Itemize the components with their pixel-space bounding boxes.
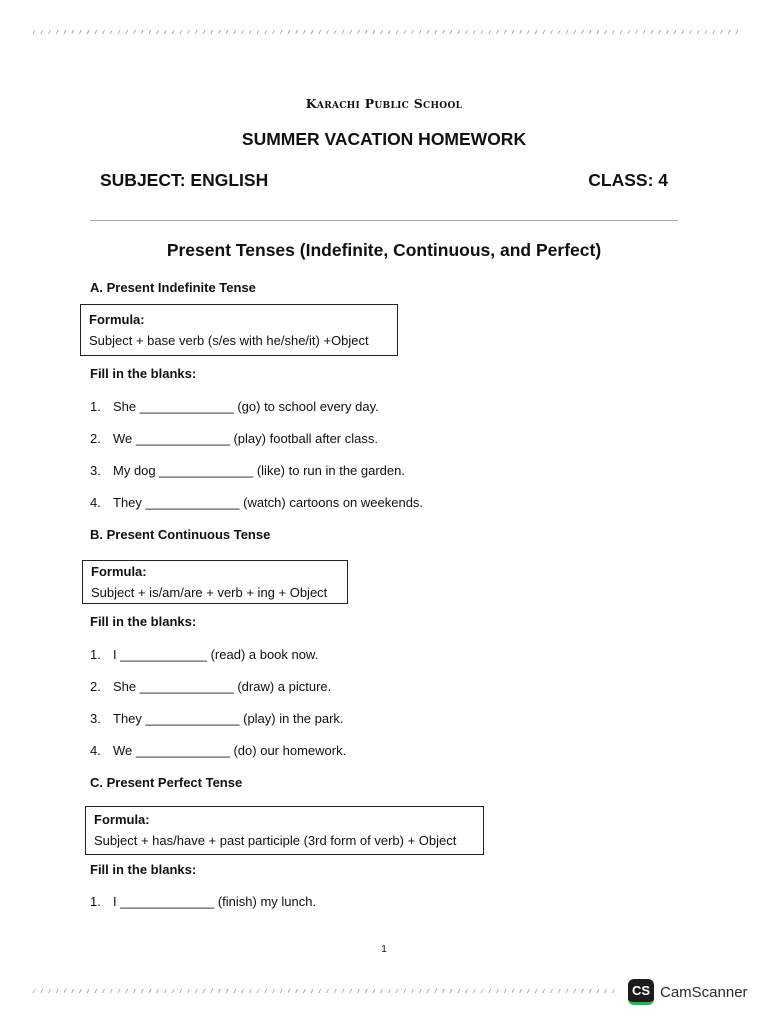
main-heading: Present Tenses (Indefinite, Continuous, and Perfect) <box>166 240 602 260</box>
subject-label: SUBJECT: ENGLISH <box>100 170 269 190</box>
item-number: 2. <box>90 679 101 694</box>
item-text: We _____________ (do) our homework. <box>113 743 347 758</box>
school-name: Karachi Public School <box>305 96 463 111</box>
list-item <box>90 894 316 909</box>
item-number: 1. <box>90 894 101 909</box>
section-b-formula-box <box>82 560 348 604</box>
list-item <box>90 647 318 662</box>
section-a-formula-box <box>80 304 398 356</box>
formula-label: Formula: <box>89 312 145 327</box>
camscanner-brand: CamScanner <box>660 984 748 1001</box>
page-number: 1 <box>381 944 387 955</box>
item-text: She _____________ (go) to school every day. <box>113 399 379 414</box>
list-item <box>90 431 378 446</box>
item-number: 4. <box>90 743 101 758</box>
item-number: 3. <box>90 463 101 478</box>
section-c-formula-box <box>85 806 484 855</box>
formula-label: Formula: <box>94 812 150 827</box>
formula-text: Subject + has/have + past participle (3rd form of verb) + Object <box>94 833 457 848</box>
class-label: CLASS: 4 <box>588 170 668 190</box>
item-text: We _____________ (play) football after class. <box>113 431 378 446</box>
section-b-fill-label: Fill in the blanks: <box>90 614 197 629</box>
section-a-fill-label: Fill in the blanks: <box>90 366 197 381</box>
list-item <box>90 495 423 510</box>
formula-label: Formula: <box>91 564 147 579</box>
list-item <box>90 463 405 478</box>
list-item <box>90 679 331 694</box>
section-a-heading: A. Present Indefinite Tense <box>90 280 256 295</box>
list-item <box>90 711 344 726</box>
section-b-heading: B. Present Continuous Tense <box>90 527 271 542</box>
header-divider <box>90 220 678 221</box>
item-number: 1. <box>90 647 101 662</box>
item-text: They _____________ (watch) cartoons on weekends. <box>113 495 424 510</box>
scan-perforation-top <box>30 30 738 34</box>
formula-text: Subject + is/am/are + verb + ing + Object <box>91 585 328 600</box>
formula-text: Subject + base verb (s/es with he/she/it) +Object <box>89 333 369 348</box>
list-item <box>90 743 346 758</box>
item-text: I _____________ (finish) my lunch. <box>113 894 317 909</box>
item-number: 3. <box>90 711 101 726</box>
item-text: She _____________ (draw) a picture. <box>113 679 332 694</box>
item-text: I ____________ (read) a book now. <box>113 647 319 662</box>
section-c-heading: C. Present Perfect Tense <box>90 775 243 790</box>
item-number: 4. <box>90 495 101 510</box>
homework-title: SUMMER VACATION HOMEWORK <box>241 129 527 149</box>
list-item <box>90 399 379 414</box>
camscanner-logo-icon: CS <box>628 979 654 1005</box>
section-c-fill-label: Fill in the blanks: <box>90 862 197 877</box>
item-number: 1. <box>90 399 101 414</box>
item-number: 2. <box>90 431 101 446</box>
item-text: They _____________ (play) in the park. <box>113 711 344 726</box>
item-text: My dog _____________ (like) to run in the garden. <box>113 463 405 478</box>
scan-perforation-bottom <box>30 989 618 993</box>
